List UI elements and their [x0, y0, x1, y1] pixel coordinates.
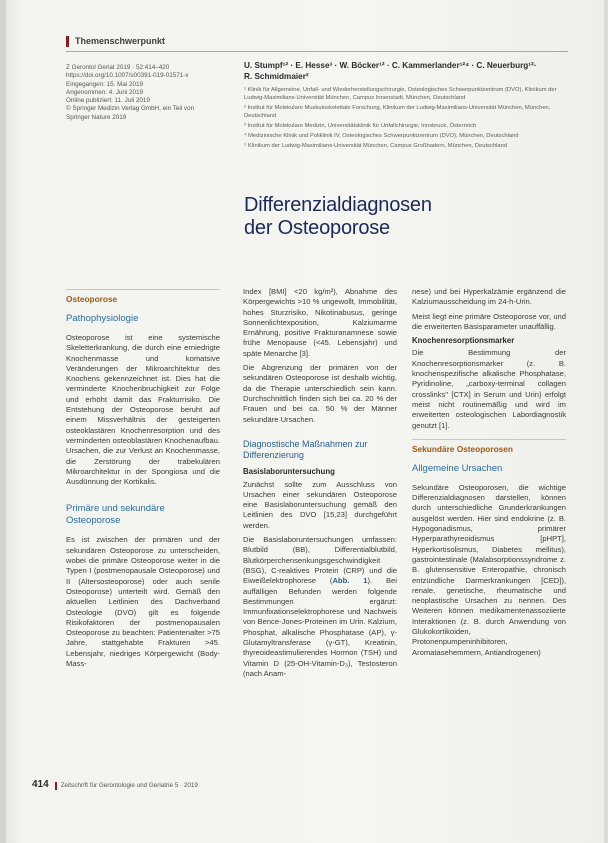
affiliation-2: ² Institut für Molekulare Muskuloskelettale Forschung, Klinikum der Ludwig-Maximilians-Universität München, München, Deutschland	[244, 105, 551, 119]
affiliation-3: ³ Institut für Molekulare Medizin, Universitätsklinik für Unfallchirurgie, Innsbruck, Österreich	[244, 123, 477, 129]
paragraph: Es ist zwischen der primären und der sekundären Osteoporose zu unterscheiden, wobei die primäre Osteoporose weiter in die Typen I (postmenopausale Osteoporose) und II (Altersosteoporose) oder auch senile Osteoporose) unterteilt wird. Gemäß den aktuellen Leitlinien des Dachverband Osteologie (DVO) gilt es folgende Risikofaktoren der postmenopausalen Osteoporose zu beachten: Patientenalter >75 Jahre, stattgehabte Frakturen >45. Lebensjahr, niedriges Körpergewicht (Body-Mass-	[66, 535, 220, 669]
scan-edge-right	[604, 0, 608, 843]
affiliation-1: ¹ Klinik für Allgemeine, Unfall- und Wiederherstellungschirurgie, Osteologisches Schwerpunktzentrum (DVO), Klinikum der Ludwig-Maximilians-Universität München, Campus Innenstadt, München, Deutschland	[244, 87, 557, 101]
subheading-pathophysiologie: Pathophysiologie	[66, 313, 139, 324]
subheading-allgemeine-ursachen: Allgemeine Ursachen	[412, 462, 503, 474]
subheading-line-1: Primäre und sekundäre	[66, 503, 165, 515]
meta-doi-link[interactable]: https://doi.org/10.1007/s00391-019-01571-x	[66, 72, 189, 80]
paragraph: Osteoporose ist eine systemische Skeletterkrankung, die durch eine erniedrigte Knochenmasse und komatsive Veränderungen der Mikroarchitektur des Knochens gekennzeichnet ist. Dies hat die verminderte Knochenbruchigkeit zur Folge und erhöht damit das Frakturrisiko. Die Entstehung der Osteoporose beruht auf einem Missverhältnis der gesteigerten osteoklastären Knochenresorption und des verminderten osteoblastären Knochenaufbau. Ursachen, die zur Verlust an Knochenmasse, die Zerstörung der trabekulären Mikroarchitektur in der Spongiosa und die Ausdünnung der Kortikalis.	[66, 333, 220, 487]
meta-received: Eingegangen: 15. Mai 2019	[66, 80, 144, 88]
column-2	[243, 287, 397, 683]
meta-accepted: Angenommen: 4. Juni 2019	[66, 88, 144, 96]
column-1	[66, 289, 220, 673]
page-number: 414	[32, 779, 49, 790]
paragraph	[243, 535, 397, 679]
affiliation-4: ⁴ Medizinische Klinik und Poliklinik IV, Osteologisches Schwerpunktzentrum (DVO), München, Deutschland	[244, 133, 519, 139]
paragraph: nese) und bei Hyperkalzämie ergänzend die Kalziumausscheidung im 24-h-Urin.	[412, 287, 566, 307]
paragraph-text: Die Basislaboruntersuchungen umfassen: Blutbild (BB), Differentialblutbild, Blutkörperchensenkungsgeschwindigkeit (BSG), C-reaktives Protein (CRP) und die Eiweißelektrophorese (	[243, 535, 397, 586]
paragraph: Zunächst sollte zum Ausschluss von Ursachen einer sekundären Osteoporose eine Basislaboruntersuchung gemäß den Leitlinien des DVO [15,23] durchgeführt werden.	[243, 479, 397, 530]
paragraph: Die Abgrenzung der primären von der sekundären Osteoporose ist deshalb wichtig, da die Therapie unterschiedlich sein kann. Durchschnittlich finden sich bei ca. 20 % der Frauen und bei ca. 50 % der Männer sekundäre Ursachen.	[243, 363, 397, 424]
affiliation-5: ⁵ Klinikum der Ludwig-Maximilians-Universität München, Campus Großhadern, München, Deutschland	[244, 143, 508, 149]
paragraph: Sekundäre Osteoporosen, die wichtige Differenzialdiagnosen darstellen, können durch unterschiedliche Grunderkrankungen ausgelöst werden. Hier sind endokrine (z. B. Hypogonadismus, primärer Hyperparathyreoidismus [pHPT], Hyperkortisolismus, Diabetes mellitus), gastrointestinale (Malabsorptionssyndrome z. B. glutensensitive Enteropathie, chronisch entzündliche Darmerkrankungen [CED]), renale, genetische, rheumatische und neoplastische Ursachen zu nennen. Des Weiteren können medikamentenassoziierte Interaktionen (z. B. durch Anwendung von Glukokortikoiden, Protonenpumpeninhibitoren, Aromatasehemmern, Antiandrogenen)	[412, 482, 566, 657]
article-meta	[66, 64, 226, 122]
page-footer	[32, 779, 198, 790]
subheading-knochenresorptionsmarker: Knochenresorptionsmarker	[412, 336, 515, 346]
meta-copyright-2: Springer Nature 2019	[66, 113, 127, 121]
meta-copyright: © Springer Medizin Verlag GmbH, ein Teil von	[66, 105, 195, 113]
paragraph: Meist liegt eine primäre Osteoporose vor, und die erweiterten Basisparameter unauffällig.	[412, 311, 566, 331]
heading-osteoporose: Osteoporose	[66, 289, 220, 305]
subheading-basislabor: Basislaboruntersuchung	[243, 467, 335, 477]
header-rule	[66, 51, 568, 52]
heading-diagnostische-massnahmen	[243, 439, 397, 461]
title-line-2: der Osteoporose	[244, 217, 390, 239]
subheading-primaer-sekundaer	[66, 503, 220, 527]
scan-edge-left	[0, 0, 6, 843]
author-line-2: R. Schmidmaier²	[244, 71, 309, 81]
subheading-line-2: Osteoporose	[66, 515, 121, 527]
section-label: Themenschwerpunkt	[66, 36, 568, 47]
journal-name: Zeitschrift für Gerontologie und Geriatrie 5 · 2019	[55, 782, 198, 790]
column-3	[412, 287, 566, 662]
heading-line-2: Differenzierung	[243, 450, 304, 461]
section-header	[66, 36, 568, 52]
author-line-1: U. Stumpf¹² · E. Hesse³ · W. Böcker¹² · C. Kammerlander¹²⁴ · C. Neuerburg¹²·	[244, 61, 537, 70]
paragraph-text: ). Bei auffälligen Befunden werden folgende Bestimmungen ergänzt: Immunfixationselektrophorese und Nachweis von Bence-Jones-Proteinen im Urin. Kalzium, Phosphat, alkalische Phosphatase (AP), γ-Glutamyltransferase (γ-GT), Kreatinin, thyreoideastimulierendes Hormon (TSH) und Vitamin D (25-OH-Vitamin-D₃), Testosteron (nach Anam-	[243, 576, 397, 678]
heading-line-1: Diagnostische Maßnahmen zur	[243, 438, 368, 449]
article-title	[244, 194, 564, 240]
title-line-1: Differenzialdiagnosen	[244, 194, 432, 216]
affiliation-list	[244, 86, 574, 152]
heading-sekundaere-osteoporosen: Sekundäre Osteoporosen	[412, 439, 566, 455]
meta-published: Online publiziert: 11. Juli 2019	[66, 97, 150, 105]
paragraph: Index [BMI] <20 kg/m²), Abnahme des Körpergewichts >10 % ungewollt, Immobilität, hohes Sturzrisiko, Nikotinabusus, geringe Sonnenlichtexposition, Kalziumarme Ernährung, positive Frakturanamnese sowie frühe Menopause (<45. Lebensjahr) und späte Menarche [3].	[243, 287, 397, 358]
meta-citation: Z Gerontol Geriat 2019 · 52:414–420	[66, 64, 170, 71]
paragraph: Die Bestimmung der Knochenresorptionsmarker (z. B. knochenspezifische alkalische Phosphatase, Pyridinoline, „carboxy-terminal collagen crosslinks" [CTX] in Serum und Urin) erfolgt meist nicht routinemäßig und wird im erweiterten osteologischen Labordiagnostik genutzt [1].	[412, 348, 566, 430]
figure-reference-link[interactable]: Abb. 1	[332, 576, 368, 586]
author-list	[244, 61, 574, 82]
